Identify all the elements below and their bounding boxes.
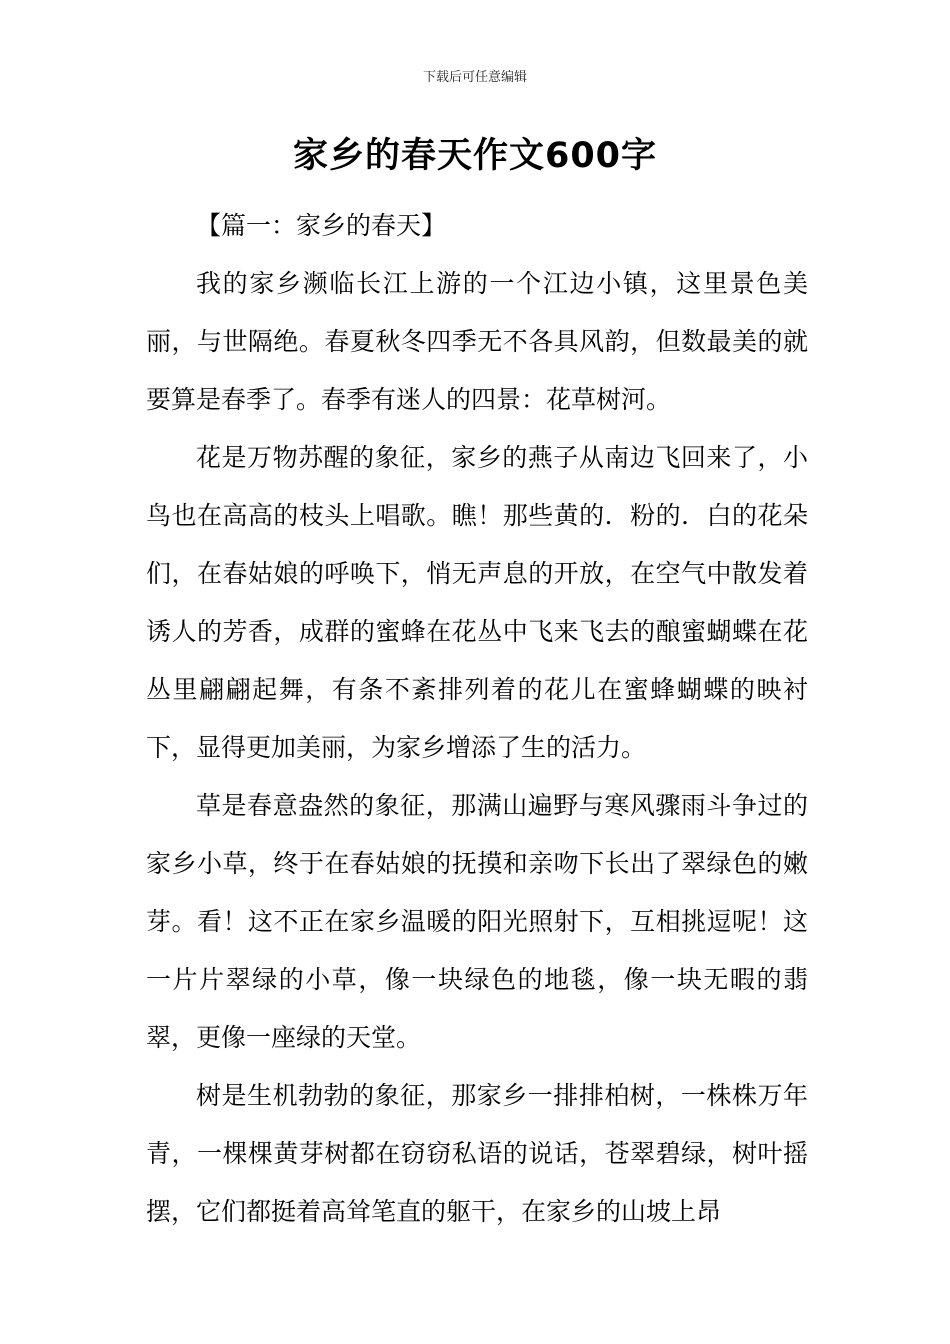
section-heading: 【篇一：家乡的春天】: [196, 211, 447, 240]
document-body: [146, 197, 808, 1241]
paragraph: 我的家乡濒临长江上游的一个江边小镇，这里景色美丽，与世隔绝。春夏秋冬四季无不各具风韵，但数最美的就要算是春季了。春季有迷人的四景：花草树河。: [146, 269, 808, 414]
paragraph: 花是万物苏醒的象征，家乡的燕子从南边飞回来了，小鸟也在高高的枝头上唱歌。瞧！那些黄的．粉的．白的花朵们，在春姑娘的呼唤下，悄无声息的开放，在空气中散发着诱人的芳香，成群的蜜蜂在花丛中飞来飞去的酿蜜蝴蝶在花丛里翩翩起舞，有条不紊排列着的花儿在蜜蜂蝴蝶的映衬下，显得更加美丽，为家乡增添了生的活力。: [146, 443, 808, 762]
document-title: 家乡的春天作文600字: [292, 136, 658, 176]
paragraph: 草是春意盎然的象征，那满山遍野与寒风骤雨斗争过的家乡小草，终于在春姑娘的抚摸和亲吻下长出了翠绿色的嫩芽。看！这不正在家乡温暖的阳光照射下，互相挑逗呢！这一片片翠绿的小草，像一块绿色的地毯，像一块无暇的翡翠，更像一座绿的天堂。: [146, 791, 808, 1052]
header-note: 下载后可任意编辑: [422, 70, 527, 85]
paragraph: 树是生机勃勃的象征，那家乡一排排柏树，一株株万年青，一棵棵黄芽树都在窃窃私语的说话，苍翠碧绿，树叶摇摆，它们都挺着高耸笔直的躯干，在家乡的山坡上昂: [146, 1081, 808, 1226]
